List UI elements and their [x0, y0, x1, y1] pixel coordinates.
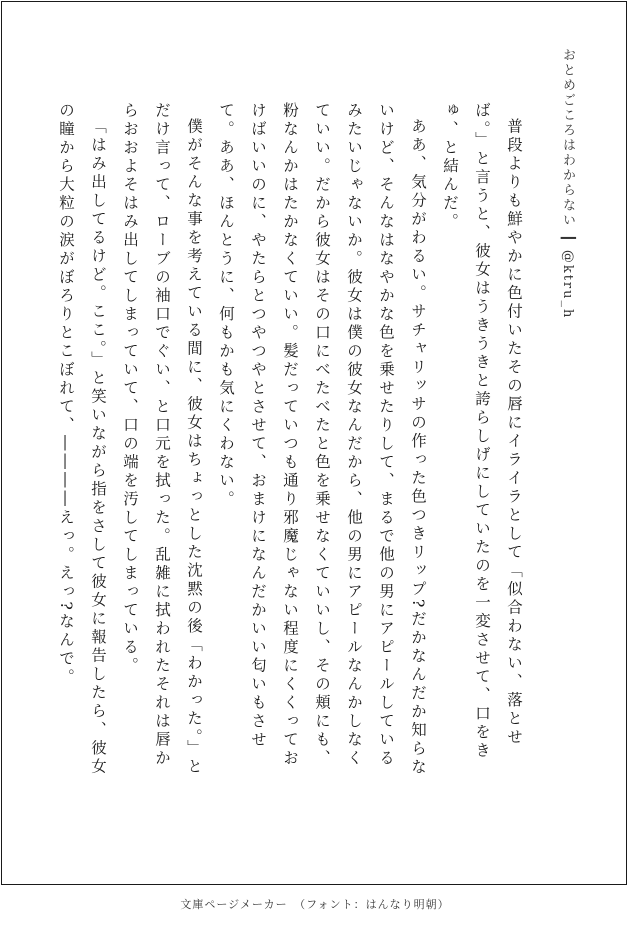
book-page — [1, 1, 627, 885]
page-footer: 文庫ページメーカー （フォント：はんなり明朝） — [180, 898, 450, 911]
header-separator: ┃ — [560, 234, 575, 244]
paragraph: 僕がそんな事を考えている間に、彼女はちょっとした沈黙の後「わかった。」とだけ言って、ローブの袖口でぐい、と口元を拭った。乱雑に拭われたそれは唇からおおよそはみ出してしまっていて、口の端を汚してしまっている。 — [121, 102, 203, 776]
author-handle: @ktru_h — [560, 249, 575, 320]
story-body — [50, 102, 530, 782]
paragraph: 普段よりも鮮やかに色付いたその唇にイライラとして「似合わない、落とせば。」と言うと、彼女はうきうきと誇らしげにしていたのを一変させて、口をきゅ、と結んだ。 — [441, 102, 523, 761]
page-header — [561, 48, 574, 319]
paragraph: 「はみ出してるけど。ここ。」と笑いながら指をさして彼女に報告したら、彼女の瞳から大粒の涙がぼろりとこぼれて、――――えっ。えっ?なんで。 — [57, 102, 107, 776]
paragraph: ああ、気分がわるい。サチャリッサの作った色つきリップ?だかなんだか知らないけど、そんなはなやかな色を乗せたりして、まるで他の男にアピールしているみたいじゃないか。彼女は僕の彼女なんだから、他の男にアピールなんかしなくていい。だから彼女はその口にべたべたと色を乗せなくていいし、その頬にも、粉なんかはたかなくていい。髪だっていつも通り邪魔じゃない程度にくくっておけばいいのに、やたらとつやつやとさせて、おまけになんだかいい匂いもさせて。ああ、ほんとうに、何もかも気にくわない。 — [217, 102, 427, 777]
story-title: おとめごころはわからない — [560, 48, 575, 228]
